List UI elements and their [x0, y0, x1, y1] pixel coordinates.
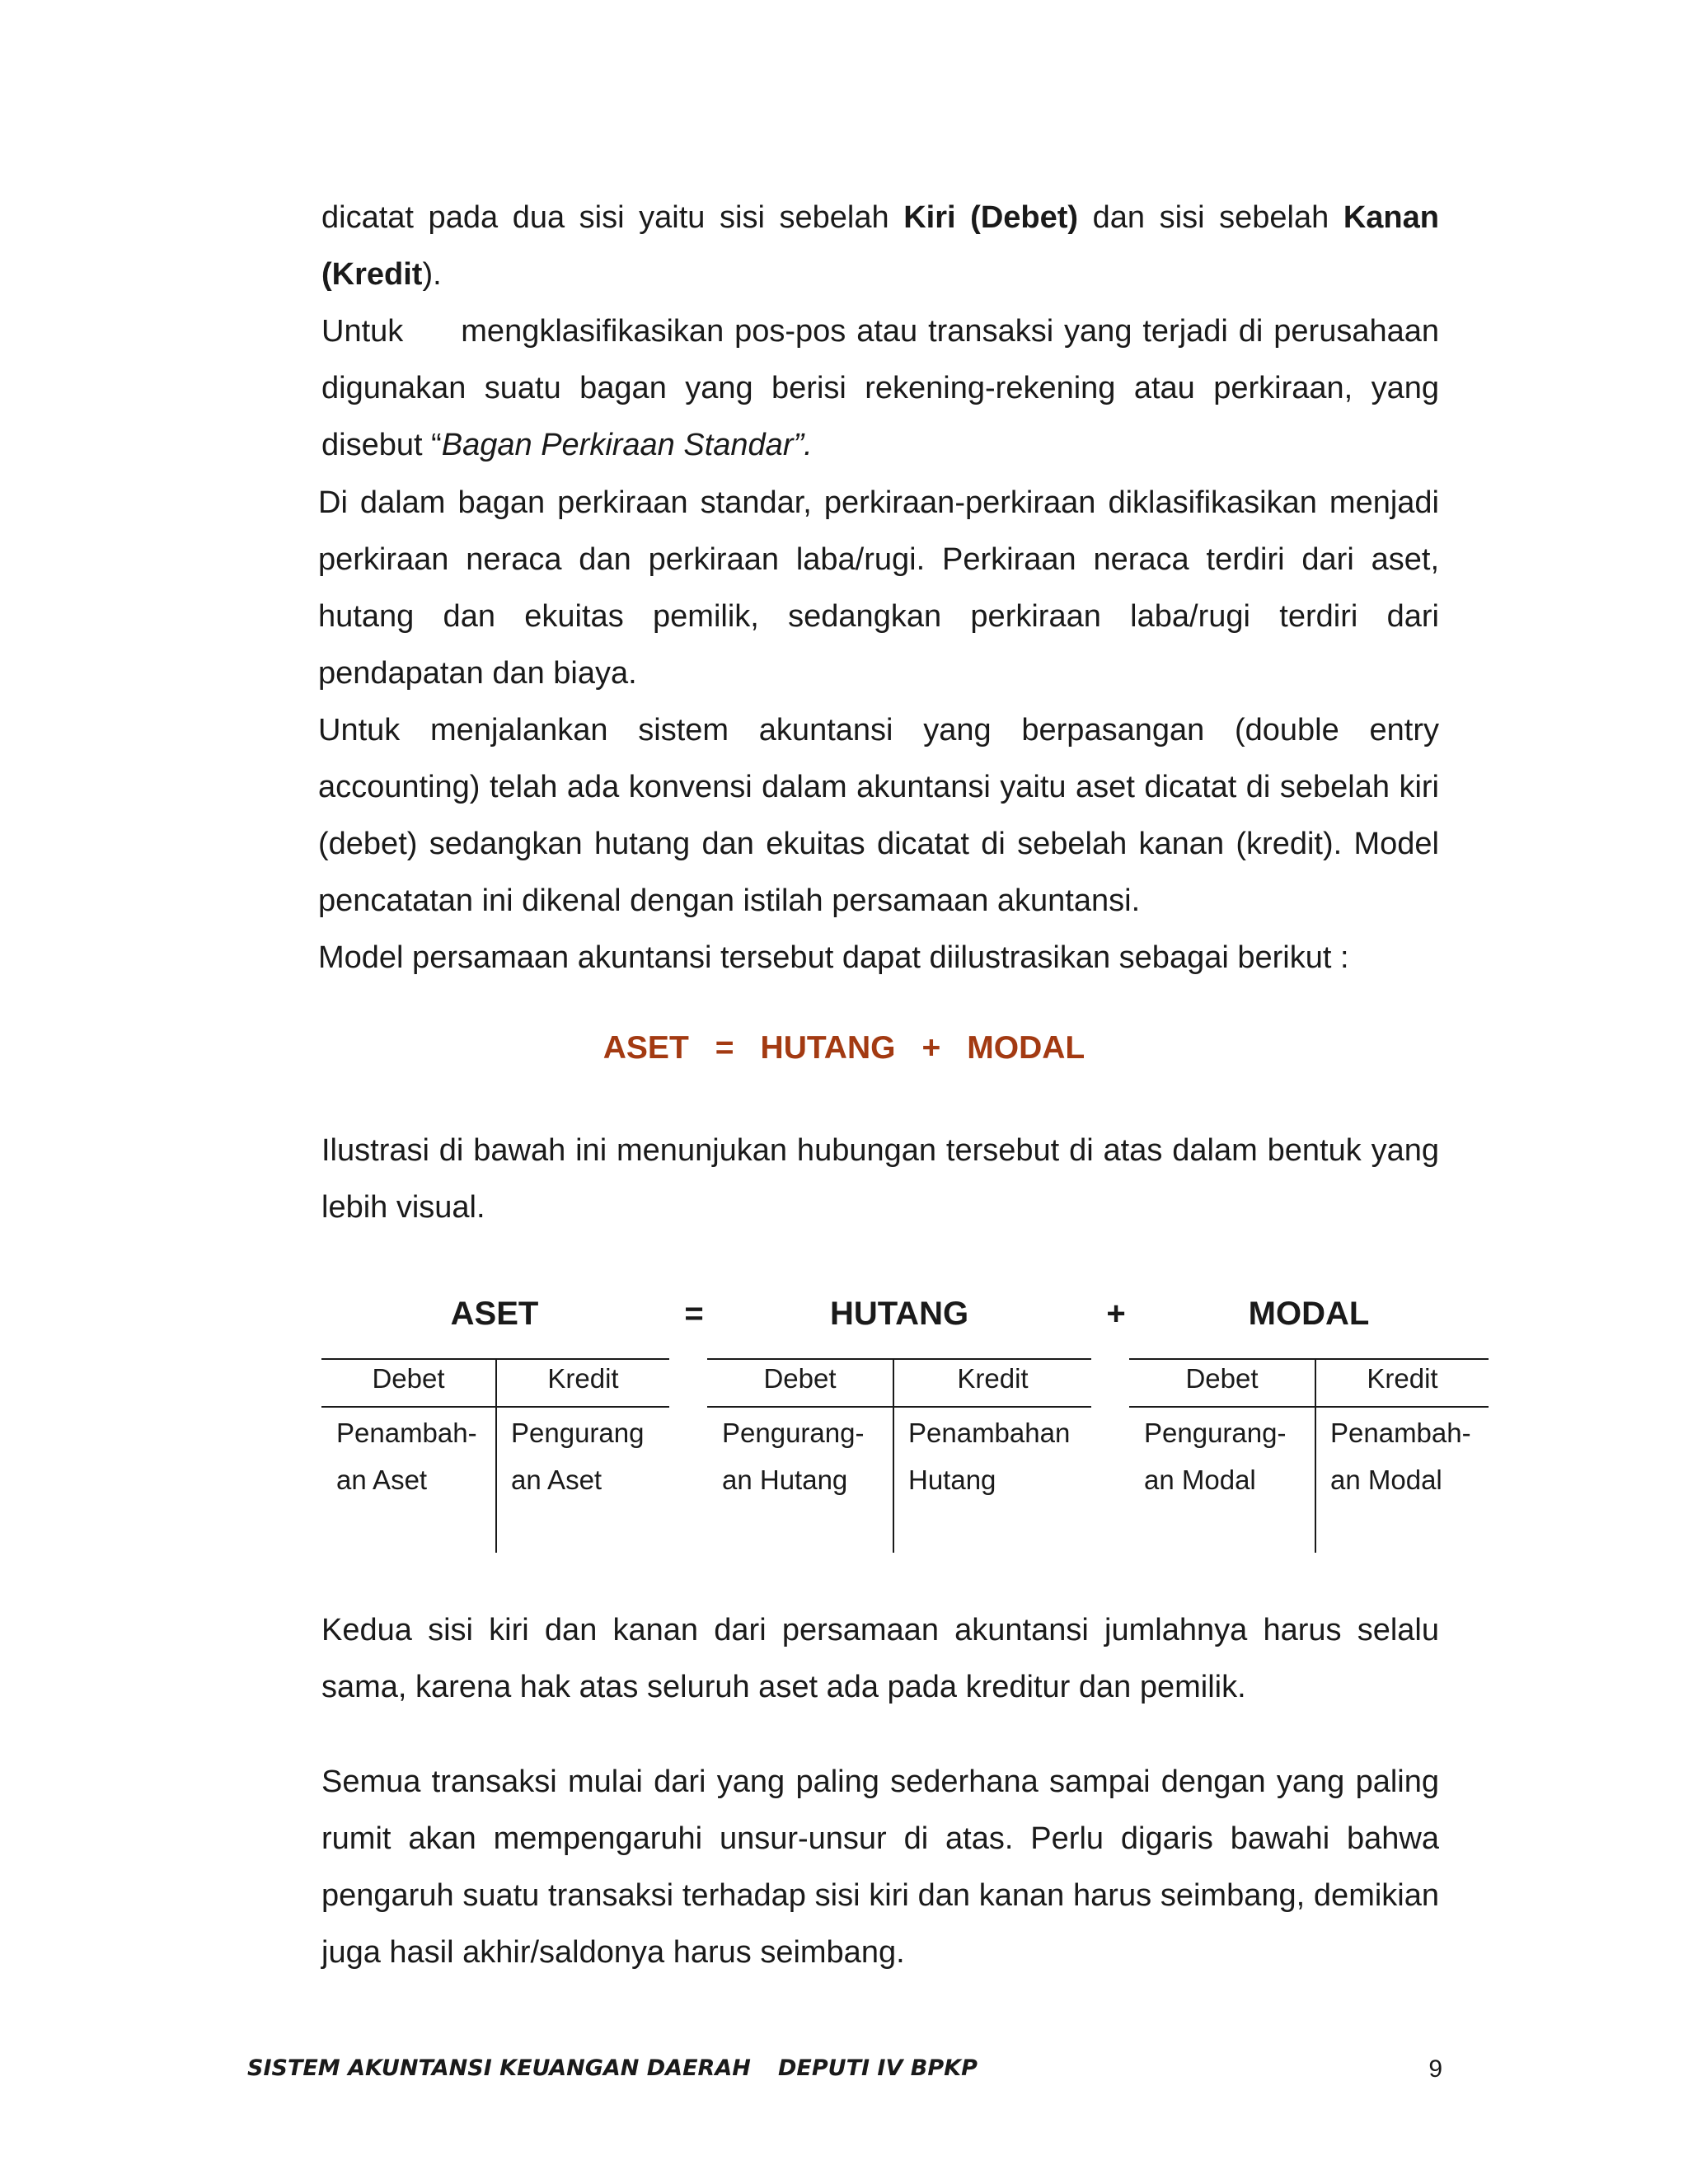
text-span: dicatat pada dua sisi yaitu sisi sebelah	[321, 200, 904, 235]
equation-hutang: HUTANG	[760, 1030, 896, 1066]
entry-line: Penambahan	[908, 1418, 1071, 1448]
text-span: dan sisi sebelah	[1078, 200, 1343, 235]
t-account-top-line	[707, 1358, 1091, 1360]
entry-line: Penambah-	[1330, 1418, 1471, 1448]
t-account-credit-entry	[511, 1409, 644, 1503]
t-account-debit-label: Debet	[1185, 1363, 1259, 1394]
bold-kanan-kredit: Kanan (Kredit	[321, 200, 1439, 292]
footer-middle-title: DEPUTI IV BPKP	[778, 2055, 978, 2081]
t-account-credit-entry	[1330, 1409, 1471, 1503]
t-account-debit-label: Debet	[372, 1363, 445, 1394]
entry-line: an Modal	[1144, 1465, 1256, 1495]
paragraph-double-entry: Untuk menjalankan sistem akuntansi yang berpasangan (double entry accounting) telah ada konvensi dalam akuntansi yaitu aset dicatat di sebelah kiri (debet) sedangkan hutang dan ekuitas dicatat di sebelah kanan (kredit). Model pencatatan ini dikenal dengan istilah persamaan akuntansi.	[318, 713, 1439, 918]
t-account-credit-label: Kredit	[1367, 1363, 1438, 1394]
bold-kiri-debet: Kiri (Debet)	[903, 200, 1079, 235]
t-account-debit-label: Debet	[763, 1363, 837, 1394]
page-number: 9	[1428, 2055, 1442, 2083]
entry-line: an Modal	[1330, 1465, 1442, 1495]
italic-bagan-perkiraan-standar: Bagan Perkiraan Standar”.	[441, 428, 813, 462]
paragraph-model-intro: Model persamaan akuntansi tersebut dapat diilustrasikan sebagai berikut :	[318, 940, 1349, 975]
paragraph-transaksi: Semua transaksi mulai dari yang paling sederhana sampai dengan yang paling rumit akan mempengaruhi unsur-unsur di atas. Perlu digaris bawahi bahwa pengaruh suatu transaksi terhadap sisi kiri dan kanan harus seimbang, demikian juga hasil akhir/saldonya harus seimbang.	[321, 1765, 1439, 1970]
t-account-header-line	[1129, 1406, 1489, 1408]
paragraph-klasifikasi: Di dalam bagan perkiraan standar, perkiraan-perkiraan diklasifikasikan menjadi perkiraan neraca dan perkiraan laba/rugi. Perkiraan neraca terdiri dari aset, hutang dan ekuitas pemilik, sedangkan perkiraan laba/rugi terdiri dari pendapatan dan biaya.	[318, 485, 1439, 691]
t-account-equals: =	[684, 1296, 704, 1332]
footer-left-title: SISTEM AKUNTANSI KEUANGAN DAERAH	[247, 2055, 751, 2081]
t-account-plus: +	[1106, 1296, 1126, 1332]
equation-aset: ASET	[603, 1030, 689, 1066]
t-account-title-modal: MODAL	[1248, 1296, 1370, 1332]
t-account-title-hutang: HUTANG	[829, 1296, 969, 1332]
entry-line: an Aset	[511, 1465, 603, 1495]
paragraph-ilustrasi: Ilustrasi di bawah ini menunjukan hubungan tersebut di atas dalam bentuk yang lebih visual.	[321, 1133, 1439, 1225]
entry-line: Pengurang-	[722, 1418, 865, 1448]
accounting-equation	[0, 1030, 1688, 1066]
entry-line: an Hutang	[722, 1465, 848, 1495]
t-account-top-line	[1129, 1358, 1489, 1360]
text-span: ).	[422, 257, 442, 292]
text-span: mengklasifikasikan pos-pos atau transaksi yang terjadi di perusahaan digunakan suatu bagan yang berisi rekening-rekening atau perkiraan, yang disebut “	[321, 314, 1439, 462]
t-account-title-aset: ASET	[450, 1296, 539, 1332]
t-account-header-line	[707, 1406, 1091, 1408]
t-account-credit-label: Kredit	[547, 1363, 619, 1394]
entry-line: Hutang	[908, 1465, 996, 1495]
paragraph-bagan-perkiraan	[321, 303, 1439, 474]
equation-modal: MODAL	[967, 1030, 1085, 1066]
t-account-debit-entry	[1144, 1409, 1286, 1503]
t-account-credit-entry	[908, 1409, 1070, 1503]
equation-plus: +	[921, 1030, 941, 1066]
paragraph-debit-credit	[321, 190, 1439, 303]
entry-line: Penambah-	[336, 1418, 477, 1448]
entry-line: Pengurang-	[1144, 1418, 1287, 1448]
text-span: Untuk	[321, 314, 404, 349]
equation-equals: =	[715, 1030, 734, 1066]
paragraph-keseimbangan: Kedua sisi kiri dan kanan dari persamaan akuntansi jumlahnya harus selalu sama, karena hak atas seluruh aset ada pada kreditur dan pemilik.	[321, 1613, 1439, 1704]
t-account-credit-label: Kredit	[957, 1363, 1029, 1394]
t-account-debit-entry	[722, 1409, 864, 1503]
entry-line: an Aset	[336, 1465, 428, 1495]
entry-line: Pengurang	[511, 1418, 645, 1448]
t-account-debit-entry	[336, 1409, 477, 1503]
